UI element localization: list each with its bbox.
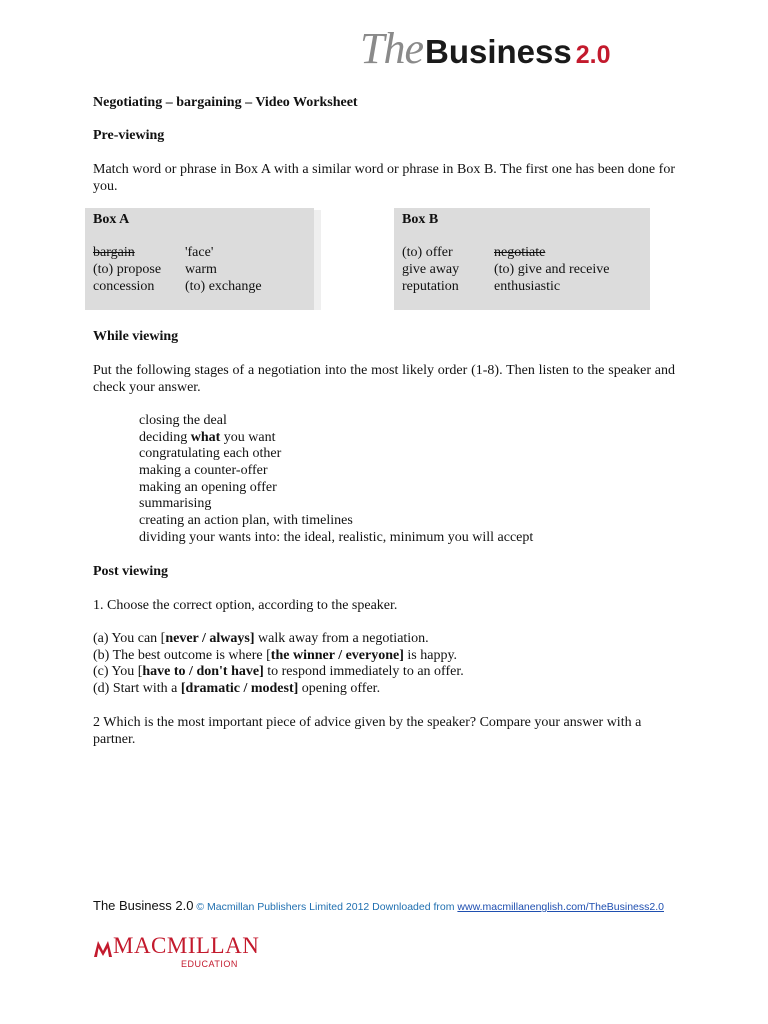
option-choice: [dramatic / modest] bbox=[180, 681, 299, 697]
pre-viewing-instruction: Match word or phrase in Box A with a similar word or phrase in Box B. The first one has been done for you. bbox=[93, 162, 675, 194]
list-item bbox=[93, 630, 464, 647]
footer-link[interactable]: www.macmillanenglish.com/TheBusiness2.0 bbox=[457, 901, 664, 913]
box-a-col1 bbox=[93, 244, 161, 295]
option-text: walk away from a negotiation. bbox=[254, 631, 429, 646]
question-1: 1. Choose the correct option, according to the speaker. bbox=[93, 598, 398, 613]
option-choice: have to / don't have] bbox=[142, 664, 264, 680]
stage-emphasis: what bbox=[190, 429, 221, 445]
footer-line bbox=[93, 897, 664, 916]
box-a-word: warm bbox=[185, 262, 217, 277]
list-item: creating an action plan, with timelines bbox=[139, 513, 353, 529]
the-business-logo bbox=[360, 24, 611, 84]
option-text: opening offer. bbox=[298, 681, 381, 697]
list-item: making a counter-offer bbox=[139, 463, 268, 479]
list-item: closing the deal bbox=[139, 413, 227, 428]
option-text: (d) Start with a bbox=[93, 681, 181, 697]
footer-copyright: © Macmillan Publishers Limited 2012 Downloaded from bbox=[193, 901, 458, 913]
list-item bbox=[93, 680, 464, 697]
logo-the: The bbox=[360, 24, 423, 73]
box-a-word: bargain bbox=[93, 245, 135, 260]
box-b-word: negotiate bbox=[494, 245, 546, 260]
box-a bbox=[85, 208, 314, 310]
question-2: 2 Which is the most important piece of advice given by the speaker? Compare your answer with a partner. bbox=[93, 715, 642, 747]
while-viewing-heading: While viewing bbox=[93, 329, 179, 344]
box-b-heading: Box B bbox=[402, 212, 439, 227]
logo-business: Business bbox=[425, 33, 572, 70]
stage-text: you want bbox=[220, 429, 276, 445]
list-item: making an opening offer bbox=[139, 479, 277, 495]
while-viewing-instruction: Put the following stages of a negotiation into the most likely order (1-8). Then listen to the speaker and check your answer. bbox=[93, 363, 675, 395]
macmillan-education: EDUCATION bbox=[181, 959, 238, 969]
macmillan-logo bbox=[93, 933, 260, 969]
option-text: (b) The best outcome is where [ bbox=[93, 647, 271, 663]
list-item: summarising bbox=[139, 496, 212, 512]
box-b-word: (to) give and receive bbox=[494, 262, 610, 277]
list-item bbox=[139, 429, 533, 446]
post-viewing-heading: Post viewing bbox=[93, 564, 169, 579]
box-b-word: enthusiastic bbox=[494, 279, 561, 294]
stage-text: deciding bbox=[139, 429, 191, 445]
stages-list bbox=[139, 412, 533, 546]
option-text: (a) You can [ bbox=[93, 631, 166, 646]
box-a-col2 bbox=[185, 244, 262, 295]
list-item bbox=[93, 647, 464, 664]
box-b-word: give away bbox=[402, 262, 460, 277]
option-choice: the winner / everyone] bbox=[270, 647, 404, 663]
list-item bbox=[93, 663, 464, 680]
option-text: to respond immediately to an offer. bbox=[263, 664, 464, 680]
box-a-word: 'face' bbox=[185, 245, 214, 260]
list-item: dividing your wants into: the ideal, realistic, minimum you will accept bbox=[139, 529, 534, 545]
box-a-word: (to) propose bbox=[93, 262, 162, 277]
worksheet-title: Negotiating – bargaining – Video Worksheet bbox=[93, 95, 358, 110]
options-list bbox=[93, 630, 464, 697]
box-b bbox=[394, 208, 650, 310]
box-a-edge bbox=[313, 210, 321, 310]
macmillan-mark-icon bbox=[93, 937, 113, 959]
logo-version: 2.0 bbox=[575, 41, 611, 69]
box-a-word: (to) exchange bbox=[185, 279, 262, 294]
box-b-word: reputation bbox=[402, 279, 459, 294]
box-b-col1 bbox=[402, 244, 459, 295]
pre-viewing-heading: Pre-viewing bbox=[93, 128, 165, 143]
box-b-word: (to) offer bbox=[402, 245, 453, 260]
footer-brand: The Business 2.0 bbox=[93, 898, 194, 913]
option-choice: never / always] bbox=[165, 631, 255, 646]
box-a-heading: Box A bbox=[93, 212, 130, 227]
list-item: congratulating each other bbox=[139, 446, 282, 462]
macmillan-wordmark: MACMILLAN bbox=[113, 933, 260, 958]
option-text: is happy. bbox=[403, 647, 458, 663]
box-b-col2 bbox=[494, 244, 609, 295]
box-a-word: concession bbox=[93, 279, 155, 294]
option-text: (c) You [ bbox=[93, 664, 143, 680]
